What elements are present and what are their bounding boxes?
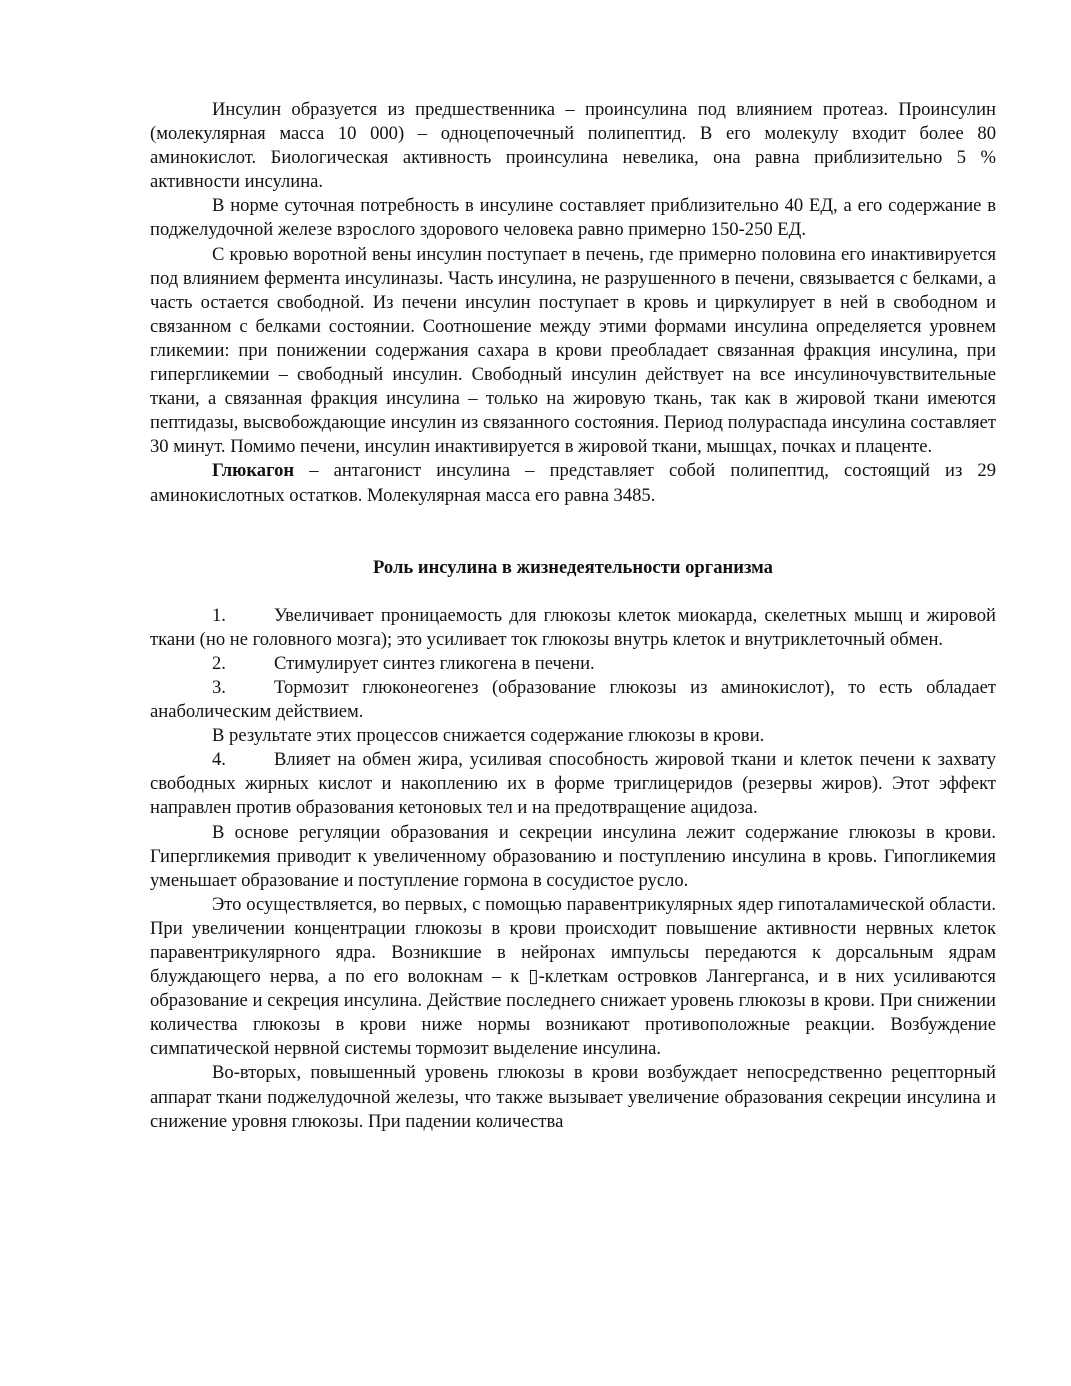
paragraph-portal-vein: С кровью воротной вены инсулин поступает в печень, где примерно половина его инактивируется под влиянием фермента инсулиназы. Часть инсулина, не разрушенного в печени, связывается с белками, а часть остается свободной. Из печени инсулин поступает в кровь и циркулирует в ней в свободном и связанном с белками состоянии. Соотношение между этими формами инсулина определяется уровнем гликемии: при понижении содержания сахара в крови преобладает связанная фракция инсулина, при гипергликемии – свободный инсулин. Свободный инсулин действует на все инсулиночувствительные ткани, а связанная фракция инсулина – только на жировую ткань, так как в жировой ткани имеются пептидазы, высвобождающие инсулин из связанного состояния. Период полураспада инсулина составляет 30 минут. Помимо печени, инсулин инактивируется в жировой ткани, мышцах, почках и плаценте. [150, 243, 996, 458]
glucagon-term: Глюкагон [212, 460, 295, 482]
list-item [150, 676, 996, 724]
section-title: Роль инсулина в жизнедеятельности организма [373, 556, 773, 578]
list-item-number: 3. [212, 676, 226, 698]
document-page [150, 98, 996, 1134]
list-item-number: 4. [212, 749, 226, 771]
glucagon-description: – антагонист инсулина – представляет собой полипептид, состоящий из 29 аминокислотных остатков. Молекулярная масса его равна 3485. [150, 460, 996, 506]
list-item [150, 604, 996, 652]
paragraph-glucagon [150, 459, 996, 507]
list-item-number: 1. [212, 604, 226, 626]
list-item-text: Тормозит глюконеогенез (образование глюкозы из аминокислот), то есть обладает анаболическим действием. [150, 676, 996, 723]
section-spacer [150, 508, 996, 556]
paragraph-daily-need: В норме суточная потребность в инсулине составляет приблизительно 40 ЕД, а его содержание в поджелудочной железе взрослого здорового человека равно примерно 150-250 ЕД. [150, 195, 996, 241]
list-item-number: 2. [212, 652, 226, 674]
paragraph-receptors: Во-вторых, повышенный уровень глюкозы в крови возбуждает непосредственно рецепторный аппарат ткани поджелудочной железы, что также вызывает увеличение образования секреции инсулина и снижение уровня глюкозы. При падении количества [150, 1062, 996, 1132]
section-title-spacer [150, 580, 996, 604]
paragraph-hypothalamus: Это осуществляется, во первых, с помощью паравентрикулярных ядер гипоталамической области. При увеличении концентрации глюкозы в крови происходит повышение активности нервных клеток паравентрикулярного ядра. Возникшие в нейронах импульсы передаются к дорсальным ядрам блуждающего нерва, а по его волокнам – к ▯-клеткам островков Лангерганса, и в них усиливаются образование и секреция инсулина. Действие последнего снижает уровень глюкозы в крови. При снижении количества глюкозы в крови ниже нормы возникают противоположные реакции. Возбуждение симпатической нервной системы тормозит выделение инсулина. [150, 893, 996, 1060]
paragraph-proinsulin: Инсулин образуется из предшественника – проинсулина под влиянием протеаз. Проинсулин (молекулярная масса 10 000) – одноцепочечный полипептид. В его молекулу входит более 80 аминокислот. Биологическая активность проинсулина невелика, она равна приблизительно 5 % активности инсулина. [150, 99, 996, 193]
paragraph-regulation: В основе регуляции образования и секреции инсулина лежит содержание глюкозы в крови. Гипергликемия приводит к увеличенному образованию и поступлению инсулина в кровь. Гипогликемия уменьшает образование и поступление гормона в сосудистое русло. [150, 821, 996, 891]
list-item-text: Влияет на обмен жира, усиливая способность жировой ткани и клеток печени к захвату свободных жирных кислот и накоплению их в форме триглицеридов (резервы жиров). Этот эффект направлен против образования кетоновых тел и на предотвращение ацидоза. [150, 749, 996, 819]
list-item-text: Увеличивает проницаемость для глюкозы клеток миокарда, скелетных мышц и жировой ткани (но не головного мозга); это усиливает ток глюкозы внутрь клеток и внутриклеточный обмен. [150, 604, 996, 650]
list-item-text: Стимулирует синтез гликогена в печени. [274, 652, 595, 674]
list-item [150, 652, 996, 676]
paragraph-result: В результате этих процессов снижается содержание глюкозы в крови. [212, 725, 765, 747]
list-item [150, 748, 996, 820]
